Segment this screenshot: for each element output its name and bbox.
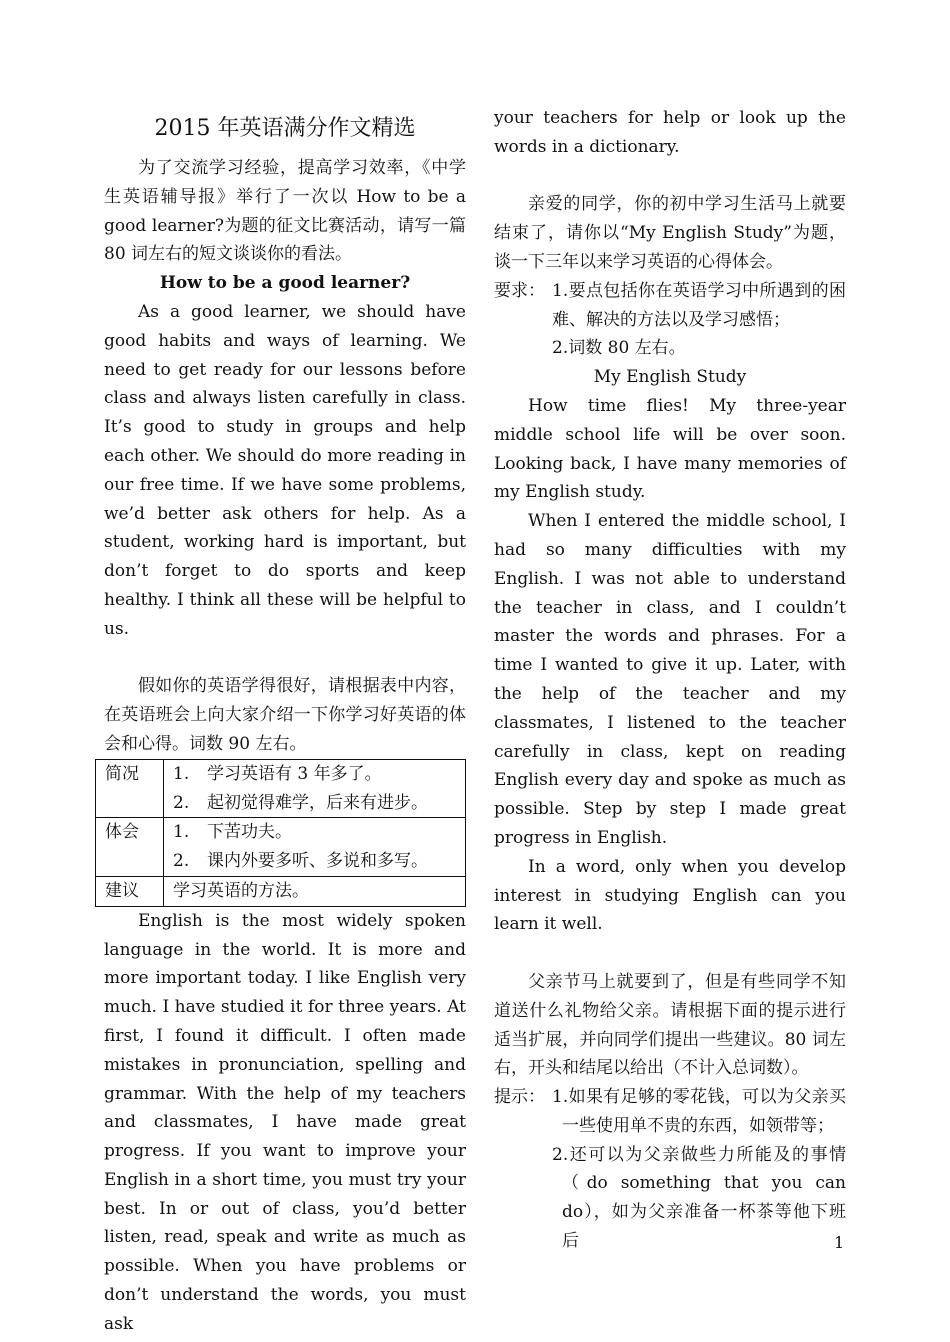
table-row-content: 学习英语的方法。 <box>164 876 466 906</box>
page-title: 2015 年英语满分作文精选 <box>154 116 416 141</box>
essay3-requirements <box>494 277 846 363</box>
essay1-heading: How to be a good learner? <box>159 273 411 294</box>
essay2-body-continued: your teachers for help or look up the words in a dictionary. <box>494 108 846 157</box>
requirement-item: 2.词数 80 左右。 <box>552 338 686 359</box>
table-row-label: 简况 <box>96 759 164 818</box>
essay4-hints <box>494 1083 846 1256</box>
hint-item: 1.如果有足够的零花钱，可以为父亲买一些使用单不贵的东西，如领带等； <box>552 1087 846 1136</box>
essay4-prompt: 父亲节马上就要到了，但是有些同学不知道送什么礼物给父亲。请根据下面的提示进行适当扩展，并向同学们提出一些建议。80 词左右，开头和结尾以给出（不计入总词数）。 <box>494 971 846 1079</box>
right-column <box>494 104 846 1256</box>
table-item: 起初觉得难学，后来有进步。 <box>207 792 428 813</box>
table-row-content: 1. 下苦功夫。 2. 课内外要多听、多说和多写。 <box>164 818 466 877</box>
table-item: 课内外要多听、多说和多写。 <box>207 851 428 872</box>
requirement-item: 1.要点包括你在英语学习中所遇到的困难、解决的方法以及学习感悟； <box>552 280 846 330</box>
table-row <box>96 876 466 906</box>
essay2-prompt: 假如你的英语学得很好，请根据表中内容，在英语班会上向大家介绍一下你学习好英语的体会和心得。词数 90 左右。 <box>104 676 466 754</box>
essay2-body: English is the most widely spoken language in the world. It is more and more important today. I like English very much. I have studied it for three years. At first, I found it difficult. I often made mistakes in pronunciation, spelling and grammar. With the help of my teachers and classmates, I have made great progress. If you want to improve your English in a short time, you must try your best. In or out of class, you’d better listen, read, speak and write as much as possible. When you have problems or don’t understand the words, you must ask <box>104 910 466 1334</box>
table-row <box>96 818 466 877</box>
hint-item: 2.还可以为父亲做些力所能及的事情（do something that you can do），如为父亲准备一杯茶等他下班后 <box>552 1144 847 1252</box>
essay3-prompt: 亲爱的同学，你的初中学习生活马上就要结束了，请你以“My English Study”为题，谈一下三年以来学习英语的心得体会。 <box>494 194 846 272</box>
essay3-paragraph: How time flies! My three-year middle school life will be over soon. Looking back, I have many memories of my English study. <box>494 395 846 503</box>
table-item: 下苦功夫。 <box>207 822 292 843</box>
essay3-paragraph: In a word, only when you develop interest in studying English can you learn it well. <box>494 856 846 935</box>
table-row-label: 体会 <box>96 818 164 877</box>
table-row <box>96 759 466 818</box>
requirements-label: 要求： <box>494 280 545 301</box>
outline-table <box>95 759 466 907</box>
hints-label: 提示： <box>494 1087 545 1108</box>
essay1-prompt: 为了交流学习经验，提高学习效率，《中学生英语辅导报》举行了一次以 How to be a good learner?为题的征文比赛活动，请写一篇 80 词左右的短文谈谈你的看法。 <box>104 158 466 265</box>
table-item: 学习英语有 3 年多了。 <box>207 763 382 784</box>
essay3-paragraph: When I entered the middle school, I had so many difficulties with my English. I was not able to understand the teacher in class, and I couldn’t master the words and phrases. For a time I wanted to give it up. Later, with the help of the teacher and my classmates, I listened to the teacher carefully in class, kept on reading English every day and spoke as much as possible. Step by step I made great progress in English. <box>494 511 846 848</box>
essay3-heading: My English Study <box>593 367 747 388</box>
essay1-body: As a good learner, we should have good habits and ways of learning. We need to get ready for our lessons before class and always listen carefully in class. It’s good to study in groups and help each other. We should do more reading in our free time. If we have some problems, we’d better ask others for help. As a student, working hard is important, but don’t forget to do sports and keep healthy. I think all these will be helpful to us. <box>104 301 466 639</box>
table-row-label: 建议 <box>96 876 164 906</box>
left-column <box>104 104 466 1339</box>
table-row-content: 1. 学习英语有 3 年多了。 2. 起初觉得难学，后来有进步。 <box>164 759 466 818</box>
page-number: 1 <box>834 1233 845 1252</box>
